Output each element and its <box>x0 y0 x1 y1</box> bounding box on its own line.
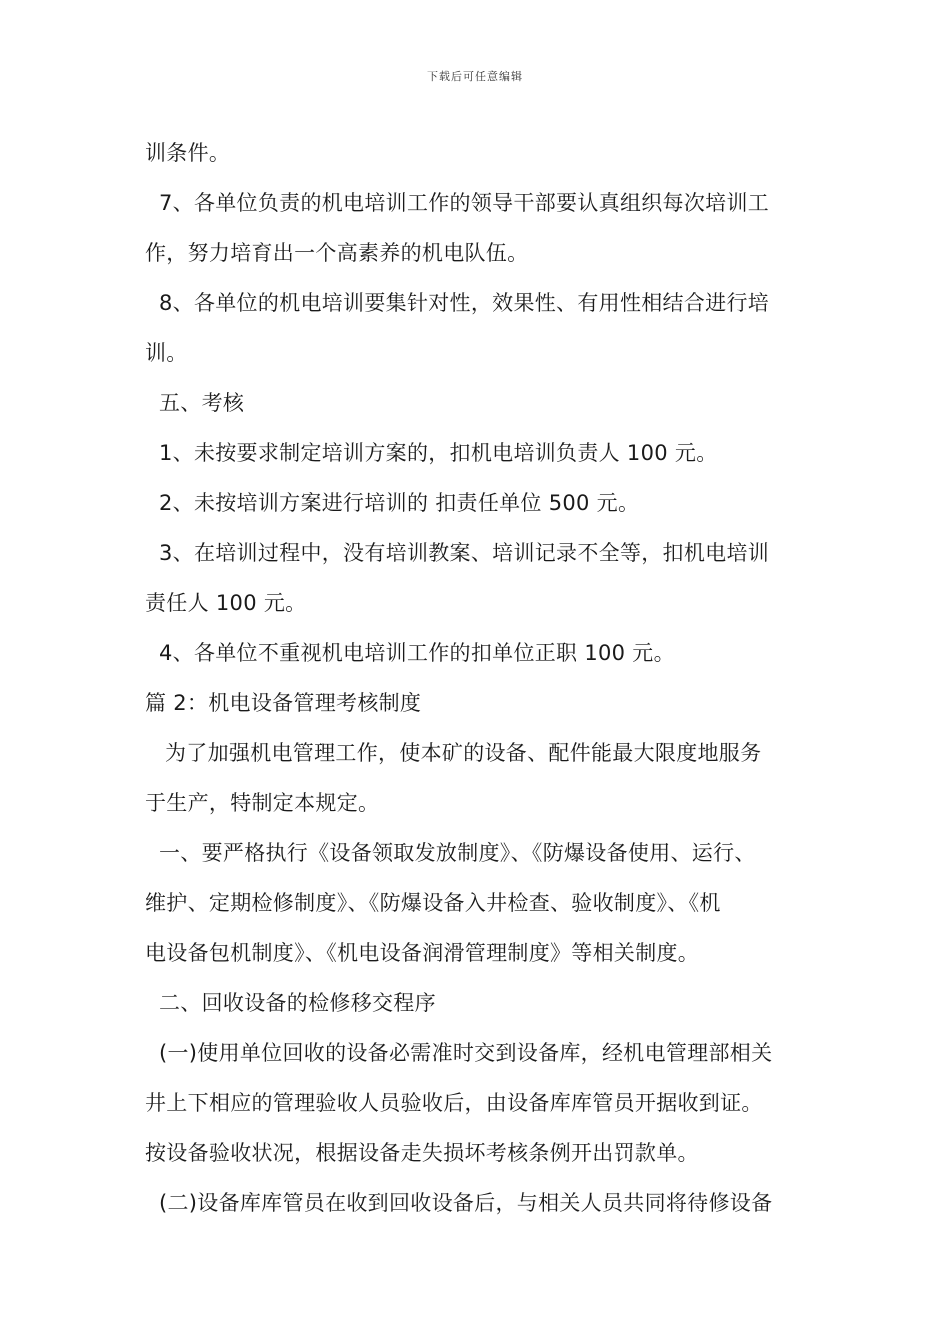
chapter-title: 篇 2：机电设备管理考核制度 <box>145 691 422 715</box>
section-heading: 五、考核 <box>159 391 245 415</box>
text-line: 为了加强机电管理工作，使本矿的设备、配件能最大限度地服务 <box>165 741 762 765</box>
text-line: (一)使用单位回收的设备必需准时交到设备库，经机电管理部相关 <box>159 1041 773 1065</box>
header-note: 下载后可任意编辑 <box>427 70 523 83</box>
text-line: 7、各单位负责的机电培训工作的领导干部要认真组织每次培训工 <box>159 191 770 215</box>
text-line: 电设备包机制度》、《机电设备润滑管理制度》等相关制度。 <box>145 941 700 965</box>
text-line: 训。 <box>145 341 188 365</box>
text-line: 井上下相应的管理验收人员验收后，由设备库库管员开据收到证。 <box>145 1091 763 1115</box>
text-line: 2、未按培训方案进行培训的 扣责任单位 500 元。 <box>159 491 640 515</box>
text-line: 责任人 100 元。 <box>145 591 307 615</box>
text-line: 4、各单位不重视机电培训工作的扣单位正职 100 元。 <box>159 641 675 665</box>
text-line: 一、要严格执行《设备领取发放制度》、《防爆设备使用、运行、 <box>159 841 756 865</box>
text-line: 按设备验收状况，根据设备走失损坏考核条例开出罚款单。 <box>145 1141 699 1165</box>
text-line: 作，努力培育出一个高素养的机电队伍。 <box>145 241 529 265</box>
text-line: 维护、定期检修制度》、《防爆设备入井检查、验收制度》、《机 <box>145 891 721 915</box>
text-line: (二)设备库库管员在收到回收设备后，与相关人员共同将待修设备 <box>159 1191 773 1215</box>
section-heading: 二、回收设备的检修移交程序 <box>159 991 436 1015</box>
text-line: 1、未按要求制定培训方案的，扣机电培训负责人 100 元。 <box>159 441 718 465</box>
text-line: 训条件。 <box>145 141 231 165</box>
text-line: 3、在培训过程中，没有培训教案、培训记录不全等，扣机电培训 <box>159 541 770 565</box>
document-body <box>145 128 825 1228</box>
text-line: 8、各单位的机电培训要集针对性，效果性、有用性相结合进行培 <box>159 291 770 315</box>
text-line: 于生产，特制定本规定。 <box>145 791 380 815</box>
